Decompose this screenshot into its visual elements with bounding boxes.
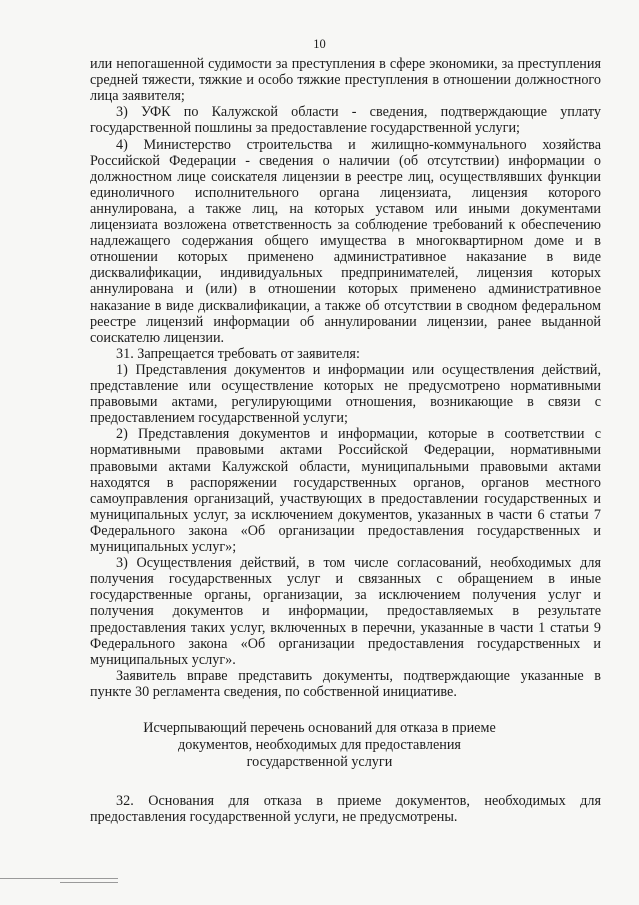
text-line: надлежащего содержания общего имущества в многоквартирном доме и в	[90, 233, 601, 250]
section-heading-line: документов, необходимых для предоставления	[178, 737, 461, 754]
text-line: 31. Запрещается требовать от заявителя:	[116, 345, 360, 362]
text-line: 3) УФК по Калужской области - сведения, подтверждающие уплату	[116, 104, 601, 121]
text-line: самоуправления организаций, участвующих в предоставлении государственных и	[90, 490, 601, 507]
section-heading-line: Исчерпывающий перечень оснований для отказа в приеме	[143, 720, 496, 736]
text-line: или непогашенной судимости за преступления в сфере экономики, за преступления	[90, 56, 601, 72]
text-line: муниципальных услуг»;	[90, 539, 237, 555]
text-line: получения документов и информации, предоставляемых в результате	[90, 603, 601, 620]
text-line: 3) Осуществления действий, в том числе согласований, необходимых для	[116, 555, 601, 572]
text-line: реестре лицензий информации об аннулировании лицензии, ранее выданной	[90, 313, 601, 330]
text-line: отношении которых применено административное наказание в виде	[90, 249, 601, 266]
text-line: 1) Представления документов и информации или осуществления действий,	[116, 361, 601, 378]
text-line: Российской Федерации - сведения о наличии (об отсутствии) информации о	[90, 152, 601, 169]
text-line: наказание в виде дисквалификации, а также об отсутствии в сводном федеральном	[90, 297, 601, 314]
text-line: государственные органы, организации, за исключением получения услуг и	[90, 587, 601, 604]
text-line: предоставления таких услуг, включенных в перечни, указанные в части 1 статьи 9	[90, 619, 601, 636]
section-heading-line: государственной услуги	[246, 754, 393, 771]
text-line: 32. Основания для отказа в приеме документов, необходимых для	[116, 793, 601, 810]
text-line: Федерального закона «Об организации предоставления государственных и	[90, 522, 601, 539]
text-line: аннулирована и (или) в отношении которых применено административное	[90, 281, 601, 298]
text-line: единоличного исполнительного органа лицензиата, лицензия которого	[90, 184, 601, 201]
footer-scan-lines	[0, 878, 120, 886]
text-line: находятся в распоряжении государственных органов, органов местного	[90, 474, 601, 491]
text-line: муниципальных услуг».	[90, 651, 236, 668]
text-line: муниципальных услуг, за исключением документов, указанных в части 6 статьи 7	[90, 506, 601, 523]
text-line: пункте 30 регламента сведения, по собственной инициативе.	[90, 683, 457, 700]
text-line: аннулирована, а также лиц, на которых уставом или иными документами	[90, 200, 601, 217]
text-line: 4) Министерство строительства и жилищно-коммунального хозяйства	[116, 136, 601, 153]
text-line: дисквалификации, индивидуальных предпринимателей, лицензия которых	[90, 265, 601, 282]
text-line: лицензиата возложена ответственность за соблюдение требований к обеспечению	[90, 217, 601, 233]
text-line: предоставлением государственной услуги;	[90, 410, 348, 427]
text-line: лица заявителя;	[90, 88, 185, 105]
text-line: должностном лице соискателя лицензии в реестре лиц, осуществлявших функции	[90, 168, 601, 185]
text-line: представление или осуществление которых не предусмотрено нормативными	[90, 378, 601, 394]
text-line: Федерального закона «Об организации предоставления государственных и	[90, 635, 601, 652]
text-line: Заявитель вправе представить документы, подтверждающие указанные в	[116, 667, 601, 684]
page-number: 10	[313, 37, 326, 51]
text-line: получения государственных услуг и связанных с обращением в иные	[90, 571, 601, 588]
text-line: соискателю лицензии.	[90, 329, 225, 346]
text-line: предоставления государственной услуги, не предусмотрены.	[90, 809, 458, 826]
text-line: правовыми актами Калужской области, муниципальными правовыми актами	[90, 458, 601, 475]
text-line: нормативными правовыми актами Российской Федерации, нормативными	[90, 442, 601, 459]
text-line: средней тяжести, тяжкие и особо тяжкие преступления в отношении должностного	[90, 72, 601, 89]
text-line: 2) Представления документов и информации, которые в соответствии с	[116, 426, 601, 443]
text-line: правовыми актами, регулирующими отношения, возникающие в связи с	[90, 394, 601, 411]
text-line: государственной пошлины за предоставление государственной услуги;	[90, 120, 520, 137]
